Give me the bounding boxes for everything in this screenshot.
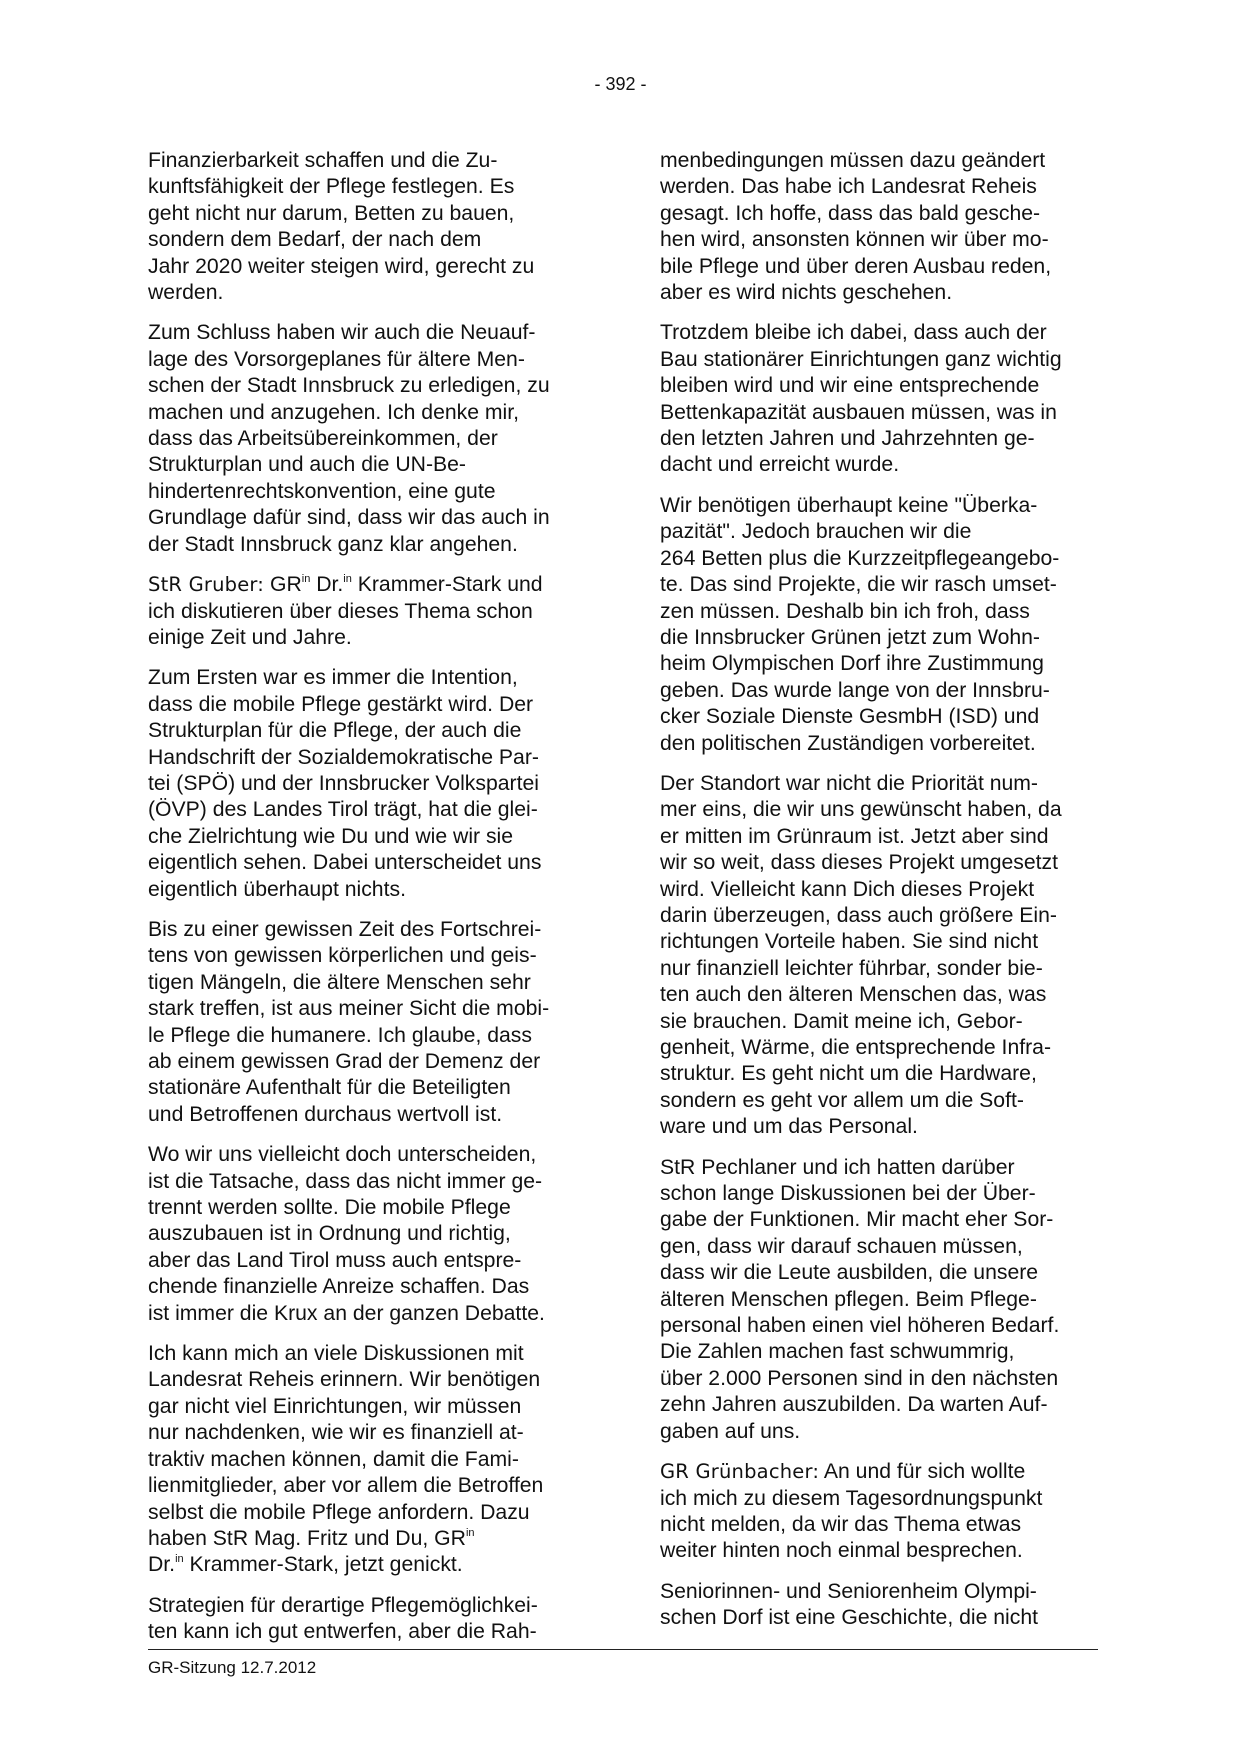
paragraph: Wo wir uns vielleicht doch unterscheiden, ist die Tatsache, dass das nicht immer ge- trennt werden sollte. Die mobile Pflege auszubauen ist in Ordnung und richtig, aber das Land Tirol muss auch entspre- chende finanzielle Anreize schaffen. Das ist immer die Krux an der ganzen Debatte. [148, 1143, 545, 1325]
footer-session-date: GR-Sitzung 12.7.2012 [148, 1658, 317, 1677]
right-column [660, 148, 1100, 1646]
paragraph: Zum Schluss haben wir auch die Neuauf- lage des Vorsorgeplanes für ältere Men- schen der Stadt Innsbruck zu erledigen, zu machen und anzugehen. Ich denke mir, dass das Arbeitsübereinkommen, der Strukturplan und auch die UN-Be- hindertenrechtskonvention, eine gute Grundlage dafür sind, dass wir das auch in der Stadt Innsbruck ganz klar angehen. [148, 321, 550, 556]
paragraph: Wir benötigen überhaupt keine "Überka- pazität". Jedoch brauchen wir die 264 Betten plus die Kurzzeitpflegeangebo- te. Das sind Projekte, die wir rasch umset- zen müssen. Deshalb bin ich froh, dass die Innsbrucker Grünen jetzt zum Wohn- heim Olympischen Dorf ihre Zustimmung geben. Das wurde lange von der Innsbru- cker Soziale Dienste GesmbH (ISD) und den politischen Zuständigen vorbereitet. [660, 493, 1060, 755]
paragraph: Der Standort war nicht die Priorität num- mer eins, die wir uns gewünscht haben, da er mitten im Grünraum ist. Jetzt aber sind wir so weit, dass dieses Projekt umgesetzt wird. Vielleicht kann Dich dieses Projekt darin überzeugen, dass auch größere Ein- richtungen Vorteile haben. Sie sind nicht nur finanziell leichter führbar, sonder bie- ten auch den älteren Menschen das, was sie brauchen. Damit meine ich, Gebor- genheit, Wärme, die entsprechende Infra- struktur. Es geht nicht um die Hardware, sondern es geht vor allem um die Soft- ware und um das Personal. [660, 771, 1062, 1139]
paragraph: Trotzdem bleibe ich dabei, dass auch der Bau stationärer Einrichtungen ganz wichtig bleiben wird und wir eine entsprechende Bettenkapazität ausbauen müssen, was in den letzten Jahren und Jahrzehnten ge- dacht und erreicht wurde. [660, 321, 1062, 477]
left-column [148, 148, 588, 1660]
title-dr: Dr. [148, 1553, 176, 1577]
paragraph: StR Pechlaner und ich hatten darüber schon lange Diskussionen bei der Über- gabe der Funktionen. Mir macht eher Sor- gen, dass wir darauf schauen müssen, dass wir die Leute ausbilden, die unsere älteren Menschen pflegen. Beim Pflege- personal haben einen viel höheren Bedarf. Die Zahlen machen fast schwummrig, über 2.000 Personen sind in den nächsten zehn Jahren auszubilden. Da warten Auf- gaben auf uns. [660, 1155, 1060, 1443]
title-superscript: in [343, 573, 352, 586]
title-superscript: in [301, 573, 311, 586]
paragraph-text: Krammer-Stark, jetzt genickt. [189, 1553, 463, 1577]
paragraph-text: ich diskutieren über dieses Thema schon einige Zeit und Jahre. [148, 599, 533, 649]
paragraph-text: Krammer-Stark und [357, 573, 543, 597]
speaker-name: StR Gruber: [148, 573, 265, 597]
paragraph-text: Ich kann mich an viele Diskussionen mit Landesrat Reheis erinnern. Wir benötigen gar nicht viel Einrichtungen, wir müssen nur nachdenken, wie wir es finanziell at- traktiv machen können, damit die Fami- lienmitglieder, aber vor allem die Betroffen selbst die mobile Pflege anfordern. Dazu haben StR Mag. Fritz und Du, [148, 1342, 544, 1550]
paragraph-text: An und für sich wollte ich mich zu diesem Tagesordnungspunkt nicht melden, da wir das Thema etwas weiter hinten noch einmal besprechen. [660, 1460, 1043, 1563]
title-dr: Dr. [316, 573, 344, 597]
paragraph [148, 1341, 588, 1579]
paragraph: Bis zu einer gewissen Zeit des Fortschrei- tens von gewissen körperlichen und geis- tigen Mängeln, die ältere Menschen sehr stark treffen, ist aus meiner Sicht die mobi- le Pflege die humanere. Ich glaube, dass ab einem gewissen Grad der Demenz der stationäre Aufenthalt für die Beteiligten und Betroffenen durchaus wertvoll ist. [148, 917, 550, 1126]
title-gr: GR [434, 1526, 466, 1550]
paragraph: Zum Ersten war es immer die Intention, dass die mobile Pflege gestärkt wird. Der Strukturplan für die Pflege, der auch die Handschrift der Sozialdemokratische Par- tei (SPÖ) und der Innsbrucker Volkspartei (ÖVP) des Landes Tirol trägt, hat die glei- che Zielrichtung wie Du und wie wir sie eigentlich sehen. Dabei unterscheidet uns eigentlich überhaupt nichts. [148, 666, 542, 901]
speaker-name: GR Grünbacher: [660, 1460, 820, 1484]
paragraph: menbedingungen müssen dazu geändert werden. Das habe ich Landesrat Reheis gesagt. Ich hoffe, dass das bald gesche- hen wird, ansonsten können wir über mo- bile Pflege und über deren Ausbau reden, aber es wird nichts geschehen. [660, 149, 1052, 305]
paragraph: Finanzierbarkeit schaffen und die Zu- kunftsfähigkeit der Pflege festlegen. Es geht nicht nur darum, Betten zu bauen, sondern dem Bedarf, der nach dem Jahr 2020 weiter steigen wird, gerecht zu werden. [148, 149, 535, 305]
speaker-paragraph [660, 1459, 1100, 1565]
title-superscript: in [175, 1553, 184, 1566]
footer-divider [148, 1649, 1098, 1650]
paragraph: Seniorinnen- und Seniorenheim Olympi- schen Dorf ist eine Geschichte, die nicht [660, 1579, 1039, 1630]
title-gr: GR [269, 573, 302, 597]
title-superscript: in [465, 1526, 475, 1539]
page-number: - 392 - [594, 74, 647, 94]
paragraph: Strategien für derartige Pflegemöglichkei- ten kann ich gut entwerfen, aber die Rah- [148, 1593, 538, 1644]
speaker-paragraph [148, 572, 588, 651]
